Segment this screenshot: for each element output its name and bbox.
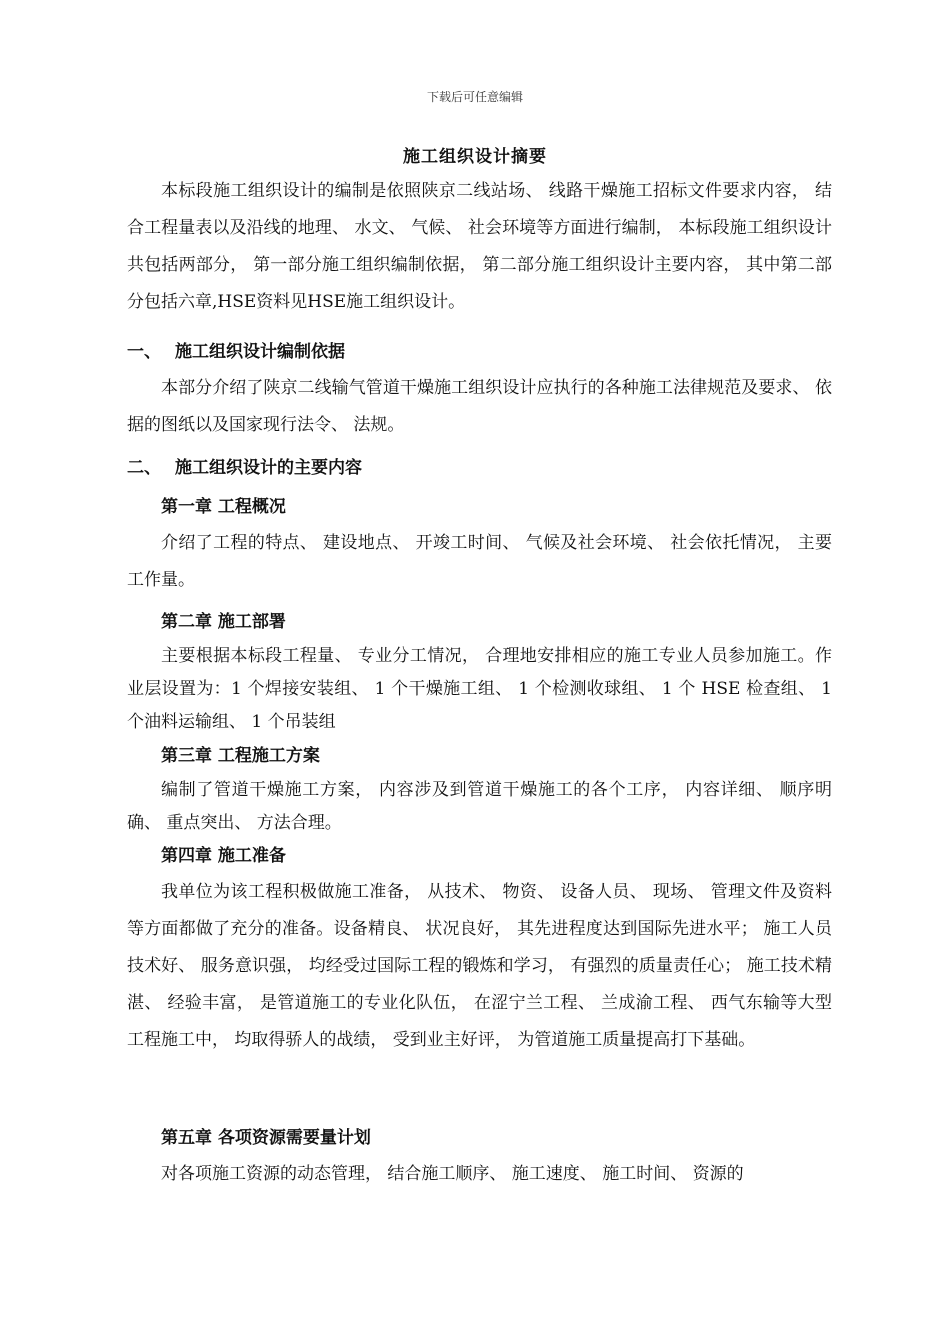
chapter-4-paragraph: 我单位为该工程积极做施工准备， 从技术、 物资、 设备人员、 现场、 管理文件及资料等方面都做了充分的准备。设备精良、 状况良好， 其先进程度达到国际先进水平； 施工人员技术好、 服务意识强， 均经受过国际工程的锻炼和学习， 有强烈的质量责任心； 施工技术精湛、 经验丰富， 是管道施工的专业化队伍， 在涩宁兰工程、 兰成渝工程、 西气东输等大型工程施工中， 均取得骄人的战绩， 受到业主好评， 为管道施工质量提高打下基础。 xyxy=(127,882,832,1050)
chapter-4 xyxy=(127,838,832,1059)
section-2 xyxy=(127,450,832,486)
chapter-5-heading: 第五章 各项资源需要量计划 xyxy=(161,1128,371,1148)
chapter-3 xyxy=(127,738,832,840)
intro-paragraph: 本标段施工组织设计的编制是依照陕京二线站场、 线路干燥施工招标文件要求内容， 结合工程量表以及沿线的地理、 水文、 气候、 社会环境等方面进行编制， 本标段施工组织设计共包括两部分， 第一部分施工组织编制依据， 第二部分施工组织设计主要内容， 其中第二部分包括六章,HSE资料见HSE施工组织设计。 xyxy=(127,181,832,312)
chapter-1-heading: 第一章 工程概况 xyxy=(161,497,286,517)
section-1-heading xyxy=(127,334,832,370)
chapter-2-paragraph: 主要根据本标段工程量、 专业分工情况， 合理地安排相应的施工专业人员参加施工。作业层设置为：1 个焊接安装组、 1 个干燥施工组、 1 个检测收球组、 1 个 HSE 检查组、 1 个油料运输组、 1 个吊装组 xyxy=(127,646,832,732)
document-title: 施工组织设计摘要 xyxy=(403,147,547,167)
chapter-1 xyxy=(127,489,832,599)
section-1-number: 一、 xyxy=(127,342,161,362)
chapter-5-paragraph: 对各项施工资源的动态管理， 结合施工顺序、 施工速度、 施工时间、 资源的 xyxy=(161,1164,744,1184)
section-2-number: 二、 xyxy=(127,458,161,478)
section-1 xyxy=(127,334,832,444)
section-2-heading xyxy=(127,450,832,486)
intro-block xyxy=(127,173,832,321)
chapter-4-heading: 第四章 施工准备 xyxy=(161,846,286,866)
chapter-2-heading: 第二章 施工部署 xyxy=(161,612,286,632)
section-1-title: 施工组织设计编制依据 xyxy=(175,342,345,362)
section-2-title: 施工组织设计的主要内容 xyxy=(175,458,362,478)
chapter-2 xyxy=(127,604,832,739)
section-1-paragraph: 本部分介绍了陕京二线输气管道干燥施工组织设计应执行的各种施工法律规范及要求、 依据的图纸以及国家现行法令、 法规。 xyxy=(127,378,832,435)
chapter-3-heading: 第三章 工程施工方案 xyxy=(161,746,320,766)
header-note: 下载后可任意编辑 xyxy=(426,90,523,104)
chapter-3-paragraph: 编制了管道干燥施工方案， 内容涉及到管道干燥施工的各个工序， 内容详细、 顺序明确、 重点突出、 方法合理。 xyxy=(127,780,832,833)
chapter-5 xyxy=(127,1120,832,1193)
chapter-1-paragraph: 介绍了工程的特点、 建设地点、 开竣工时间、 气候及社会环境、 社会依托情况， 主要工作量。 xyxy=(127,533,832,590)
